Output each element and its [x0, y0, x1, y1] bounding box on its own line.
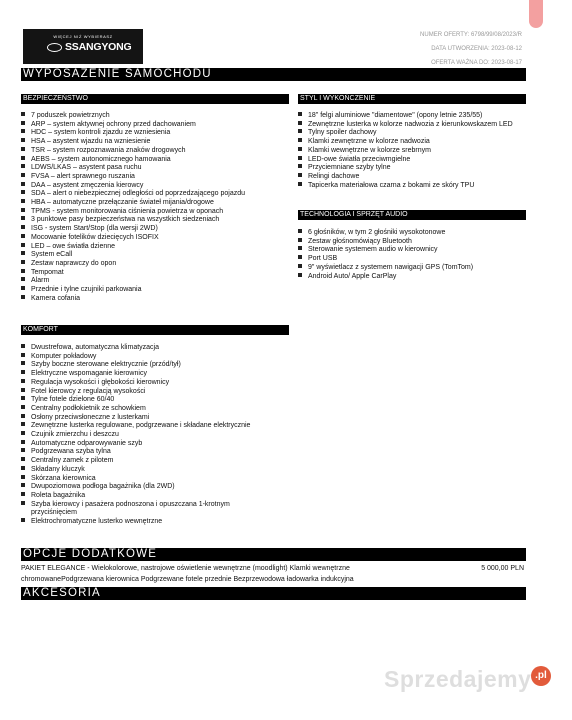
comfort-item: Regulacja wysokości i głębokości kierownicy — [21, 379, 251, 388]
offer-valid-date: OFERTA WAŻNA DO: 2023-08-17 — [431, 60, 522, 66]
tech-list — [298, 229, 522, 281]
comfort-item: Tylne fotele dzielone 60/40 — [21, 396, 251, 405]
logo-brand: SSANGYONG — [65, 41, 132, 53]
comfort-item: Elektrochromatyczne lusterko wewnętrzne — [21, 518, 251, 527]
comfort-item: Centralny zamek z pilotem — [21, 457, 251, 466]
style-item: Relingi dachowe — [298, 173, 522, 182]
comfort-item: Dwupoziomowa podłoga bagażnika (dla 2WD) — [21, 483, 251, 492]
style-item: Przyciemniane szyby tylne — [298, 164, 522, 173]
comfort-header: KOMFORT — [21, 325, 289, 335]
safety-item: Zestaw naprawczy do opon — [21, 260, 251, 269]
options-description: PAKIET ELEGANCE - Wielokolorowe, nastrojowe oświetlenie wewnętrzne (moodlight) Klamki wewnętrzne chromowanePodgrzewana kierownica Podgrzewane fotele przednie Bezprzewodowa ładowarka indukcyjna — [21, 565, 354, 583]
safety-item: Alarm — [21, 277, 251, 286]
tech-item: 6 głośników, w tym 2 głośniki wysokotonowe — [298, 229, 522, 238]
comfort-item: Elektryczne wspomaganie kierownicy — [21, 370, 251, 379]
safety-item: ISG - system Start/Stop (dla wersji 2WD) — [21, 225, 251, 234]
tech-item: Zestaw głośnomówiący Bluetooth — [298, 238, 522, 247]
comfort-item: Fotel kierowcy z regulacją wysokości — [21, 388, 251, 397]
safety-item: LED – owe światła dzienne — [21, 243, 251, 252]
safety-header: BEZPIECZEŃSTWO — [21, 94, 289, 104]
style-item: Tapicerka materiałowa czarna z bokami ze skóry TPU — [298, 182, 522, 191]
style-item: 18" felgi aluminiowe "diamentowe" (opony letnie 235/55) — [298, 112, 522, 121]
comfort-item: Centralny podłokietnik ze schowkiem — [21, 405, 251, 414]
section-options-header: OPCJE DODATKOWE — [21, 548, 526, 561]
safety-item: System eCall — [21, 251, 251, 260]
safety-item: 7 poduszek powietrznych — [21, 112, 251, 121]
safety-item: HDC – system kontroli zjazdu ze wzniesienia — [21, 129, 251, 138]
safety-list — [21, 112, 251, 303]
comfort-item: Dwustrefowa, automatyczna klimatyzacja — [21, 344, 251, 353]
style-item: Klamki zewnętrzne w kolorze nadwozia — [298, 138, 522, 147]
comfort-item: Zewnętrzne lusterka regulowane, podgrzewane i składane elektrycznie — [21, 422, 251, 431]
comfort-item: Szyby boczne sterowane elektrycznie (przód/tył) — [21, 361, 251, 370]
logo-tagline: WIĘCEJ NIŻ WYBIERASZ — [53, 34, 113, 39]
style-header: STYL I WYKOŃCZENIE — [298, 94, 526, 104]
safety-item: AEBS – system autonomicznego hamowania — [21, 156, 251, 165]
safety-item: FVSA – alert sprawnego ruszania — [21, 173, 251, 182]
safety-item: DAA – asystent zmęczenia kierowcy — [21, 182, 251, 191]
tech-item: Android Auto/ Apple CarPlay — [298, 273, 522, 282]
offer-created-date: DATA UTWORZENIA: 2023-08-12 — [431, 46, 522, 52]
comfort-item: Skórzana kierownica — [21, 475, 251, 484]
safety-item: TSR – system rozpoznawania znaków drogowych — [21, 147, 251, 156]
options-price: 5 000,00 PLN — [481, 565, 524, 572]
comfort-item: Osłony przeciwsłoneczne z lusterkami — [21, 414, 251, 423]
safety-item: Tempomat — [21, 269, 251, 278]
style-item: LED-owe światła przeciwmgielne — [298, 156, 522, 165]
comfort-item: Podgrzewana szyba tylna — [21, 448, 251, 457]
safety-item: ARP – system aktywnej ochrony przed dachowaniem — [21, 121, 251, 130]
offer-meta — [420, 28, 522, 70]
comfort-item: Automatyczne odparowywanie szyb — [21, 440, 251, 449]
safety-item: 3 punktowe pasy bezpieczeństwa na wszystkich siedzeniach — [21, 216, 251, 225]
style-list — [298, 112, 522, 190]
safety-item: TPMS - system monitorowania ciśnienia powietrza w oponach — [21, 208, 251, 217]
watermark-text: Sprzedajemy — [384, 666, 532, 692]
safety-item: HBA – automatyczne przełączanie świateł mijania/drogowe — [21, 199, 251, 208]
style-item: Klamki wewnętrzne w kolorze srebrnym — [298, 147, 522, 156]
red-corner-mark — [529, 0, 543, 28]
ssangyong-logo — [23, 29, 143, 64]
comfort-list — [21, 344, 251, 527]
style-item: Tylny spoiler dachowy — [298, 129, 522, 138]
comfort-item: Składany kluczyk — [21, 466, 251, 475]
comfort-item: Roleta bagażnika — [21, 492, 251, 501]
section-equipment-header: WYPOSAŻENIE SAMOCHODU — [21, 68, 526, 81]
safety-item: LDWS/LKAS – asystent pasa ruchu — [21, 164, 251, 173]
watermark-badge: .pl — [531, 666, 551, 686]
comfort-item: Szyba kierowcy i pasażera podnoszona i opuszczana 1-krotnym przyciśnięciem — [21, 501, 251, 518]
tech-item: 9" wyświetlacz z systemem nawigacji GPS (TomTom) — [298, 264, 522, 273]
comfort-item: Czujnik zmierzchu i deszczu — [21, 431, 251, 440]
logo-emblem-icon — [47, 43, 62, 52]
safety-item: SDA – alert o niebezpiecznej odległości od poprzedzającego pojazdu — [21, 190, 251, 199]
tech-header: TECHNOLOGIA I SPRZĘT AUDIO — [298, 210, 526, 220]
style-item: Zewnętrzne lusterka w kolorze nadwozia z kierunkowskazem LED — [298, 121, 522, 130]
safety-item: Mocowanie fotelików dziecięcych ISOFIX — [21, 234, 251, 243]
safety-item: Przednie i tylne czujniki parkowania — [21, 286, 251, 295]
tech-item: Port USB — [298, 255, 522, 264]
comfort-item: Komputer pokładowy — [21, 353, 251, 362]
safety-item: HSA – asystent wjazdu na wzniesienie — [21, 138, 251, 147]
offer-number: NUMER OFERTY: 6798/99/08/2023/R — [420, 32, 522, 38]
safety-item: Kamera cofania — [21, 295, 251, 304]
section-accessories-header: AKCESORIA — [21, 587, 526, 600]
tech-item: Sterowanie systemem audio w kierownicy — [298, 246, 522, 255]
